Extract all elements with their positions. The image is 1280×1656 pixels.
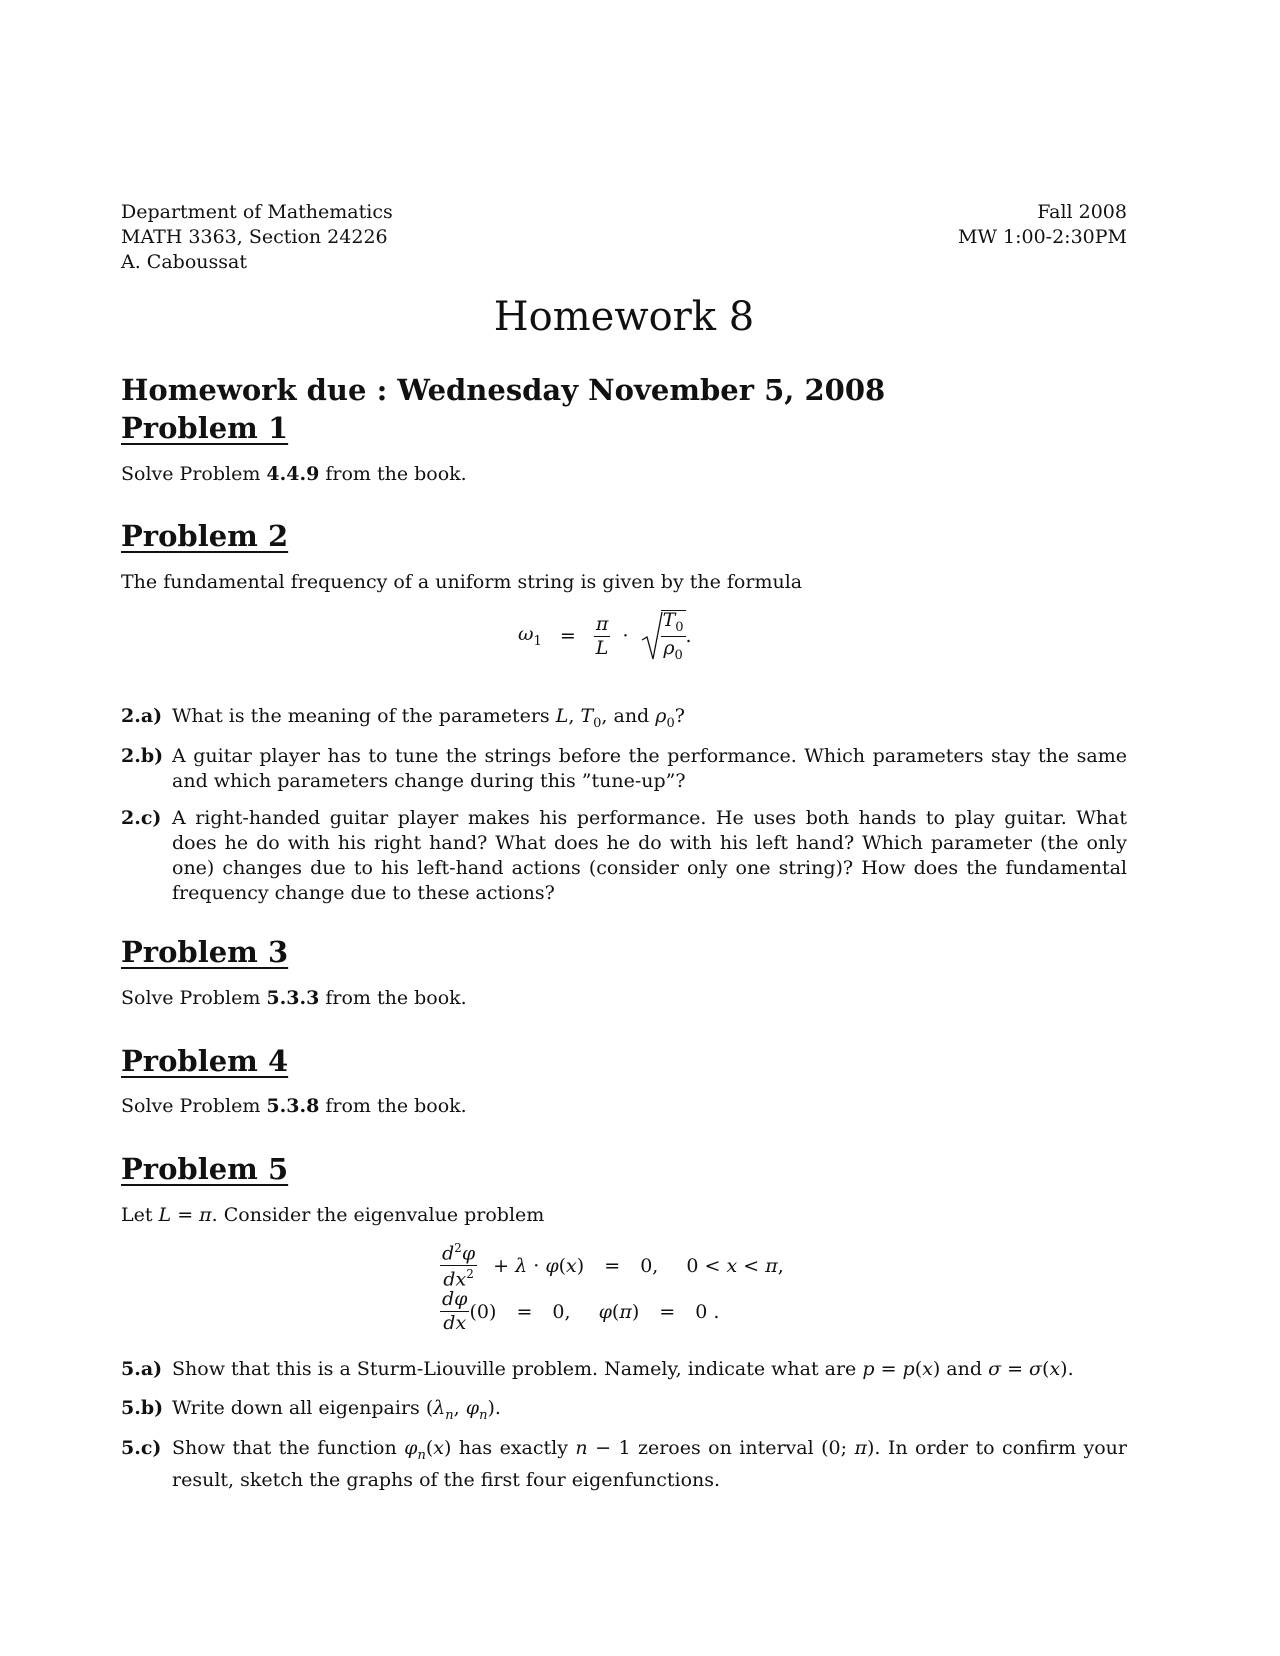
frequency-formula: $\omega_1$ = $\frac{\pi}{L}$ · $\frac{T_0}{\rho_0}$ . — [518, 609, 692, 663]
problem-1-text: Solve Problem 4.4.9 from the book. — [121, 463, 467, 485]
eigenvalue-equation — [440, 1242, 784, 1334]
question-2b: 2.b) A guitar player has to tune the strings before the performance. Which parameters stay the same and which parameters change during this ”tune-up”? — [121, 745, 1127, 792]
sqrt-sign — [641, 610, 663, 662]
course-section: MATH 3363, Section 24226 — [121, 226, 388, 248]
instructor: A. Caboussat — [121, 251, 247, 273]
question-2a: 2.a) What is the meaning of the parameters L, $T_0$, and $\rho_0$? — [121, 704, 1127, 736]
schedule: MW 1:00-2:30PM — [957, 226, 1127, 248]
term: Fall 2008 — [1037, 201, 1127, 223]
department: Department of Mathematics — [121, 201, 393, 223]
problem-3-heading: Problem 3 — [121, 935, 289, 969]
question-2c: 2.c) A right-handed guitar player makes his performance. He uses both hands to play guitar. What does he do with his right hand? What does he do with his left hand? Which parameter (the only one) changes due to his left-hand actions (consider only one string)? How does the fundamental frequency change due to these actions? — [121, 807, 1127, 904]
problem-1-heading: Problem 1 — [121, 411, 289, 445]
question-5b-text: Write down all eigenpairs ($\lambda_n$, $\varphi_n$). — [172, 1397, 501, 1423]
boundary-line: $\frac{d\varphi}{dx}$ (0) = 0, φ(π) = 0 . — [442, 1288, 720, 1334]
problem-5-intro: Let L = π. Consider the eigenvalue problem — [121, 1204, 545, 1226]
problem-4-ref: 5.3.8 — [266, 1095, 320, 1117]
term-info — [958, 200, 1127, 250]
ode-line: $\frac{d^2\varphi}{dx^2}$ + λ · φ(x) = 0, 0 < x < π, — [442, 1241, 784, 1291]
due-date: Homework due : Wednesday November 5, 2008 — [121, 373, 886, 407]
problem-5-heading: Problem 5 — [121, 1152, 289, 1186]
problem-2-intro: The fundamental frequency of a uniform string is given by the formula — [121, 571, 803, 593]
problem-1-ref: 4.4.9 — [266, 463, 320, 485]
question-2a-text: What is the meaning of the parameters L, $T_0$, and $\rho_0$? — [172, 705, 685, 731]
page-title: Homework 8 — [493, 294, 755, 340]
problem-2-heading: Problem 2 — [121, 519, 289, 553]
homework-page — [121, 0, 1127, 1656]
problem-4-heading: Problem 4 — [121, 1044, 289, 1078]
question-5c-text: Show that the function $\varphi_n(x)$ has exactly n − 1 zeroes on interval (0; π). In order to confirm your result, sketch the graphs of the first four eigenfunctions. — [172, 1437, 1127, 1491]
problem-4-text: Solve Problem 5.3.8 from the book. — [121, 1095, 467, 1117]
course-info — [121, 200, 393, 275]
problem-3-ref: 5.3.3 — [266, 987, 320, 1009]
question-5b: 5.b) Write down all eigenpairs ($\lambda_n$, $\varphi_n$). — [121, 1396, 1127, 1428]
question-5c: 5.c) Show that the function $\varphi_n(x)$ has exactly n − 1 zeroes on interval (0; π). In order to confirm your result, sketch the graphs of the first four eigenfunctions. — [121, 1437, 1127, 1491]
question-5a: 5.a) Show that this is a Sturm-Liouville problem. Namely, indicate what are p = p(x) and σ = σ(x). — [121, 1357, 1127, 1382]
problem-3-text: Solve Problem 5.3.3 from the book. — [121, 987, 467, 1009]
question-5a-text: Show that this is a Sturm-Liouville problem. Namely, indicate what are p = p(x) and σ = σ(x). — [172, 1358, 1074, 1380]
